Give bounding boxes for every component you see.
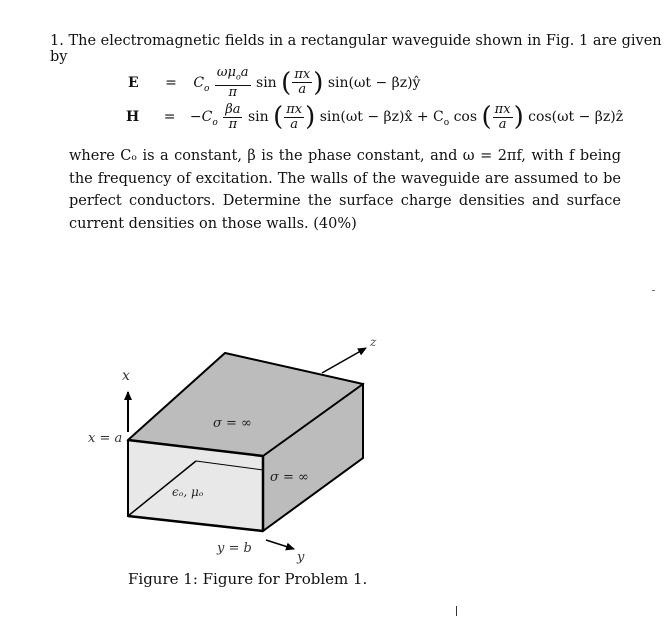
constant-c: $-C_o$ (189, 109, 218, 128)
sin-argument: $\frac{\pi x}{a}$ (294, 67, 311, 98)
e-coefficient-fraction: $\frac{\omega\mu_oa}{\pi}$ (216, 65, 249, 100)
equals-sign: = (165, 74, 177, 91)
sigma-side-label: σ = ∞ (270, 470, 309, 485)
h-field-mid: sin(ωt − βz)x̂ + $C_o$ (319, 109, 450, 128)
sin-function: sin (247, 109, 269, 125)
problem-number: 1. (50, 33, 64, 49)
y-axis-arrow (266, 540, 294, 549)
h-field-tail: cos(ωt − βz)ẑ (528, 109, 624, 125)
problem-intro: The electromagnetic fields in a rectangular waveguide shown in Fig. 1 are given by (50, 33, 662, 65)
cos-argument: $\frac{\pi x}{a}$ (494, 101, 511, 132)
stray-dot (652, 290, 655, 291)
h-coefficient-fraction: $\frac{\beta a}{\pi}$ (225, 101, 241, 132)
stray-mark (456, 606, 457, 616)
z-axis-arrow (322, 348, 366, 373)
sin-argument: $\frac{\pi x}{a}$ (286, 101, 303, 132)
y-equals-b-label: y = b (217, 541, 252, 556)
e-field-equation: $E = C_o$ $\frac{\omega\mu_oa}{\pi}$ sin ( $\frac{\pi x}{a}$ ) sin(ωt − βz)ŷ (128, 65, 421, 100)
problem-paragraph: where Cₒ is a constant, β is the phase constant, and ω = 2πf, with f being the frequency of excitation. The walls of the waveguide are assumed to be perfect conductors. Determine the surface charge densities and surface current densities on those walls. (40%) (69, 148, 621, 232)
e-field-symbol: E (128, 74, 139, 91)
medium-label: ϵₒ, μₒ (172, 485, 204, 499)
h-field-symbol: H (126, 109, 140, 125)
z-axis-label: z (370, 335, 377, 349)
constant-c: $C_o$ (193, 74, 210, 94)
equals-sign: = (163, 109, 176, 125)
cos-function: cos (453, 109, 478, 125)
figure-caption: Figure 1: Figure for Problem 1. (128, 570, 368, 588)
x-equals-a-label: x = a (88, 431, 123, 446)
x-axis-label: x (122, 368, 130, 384)
h-field-equation: $H = -C_o$ $\frac{\beta a}{\pi}$ sin ( $\frac{\pi x}{a}$ ) sin(ωt − βz)x̂ + $C_o$ cos ( $\frac{\pi x}{a}$ ) cos(ωt − βz)ẑ (126, 101, 624, 132)
y-axis-label: y (297, 550, 305, 565)
sin-function: sin (256, 74, 277, 91)
sigma-top-label: σ = ∞ (213, 416, 252, 431)
e-field-tail: sin(ωt − βz)ŷ (327, 74, 421, 91)
